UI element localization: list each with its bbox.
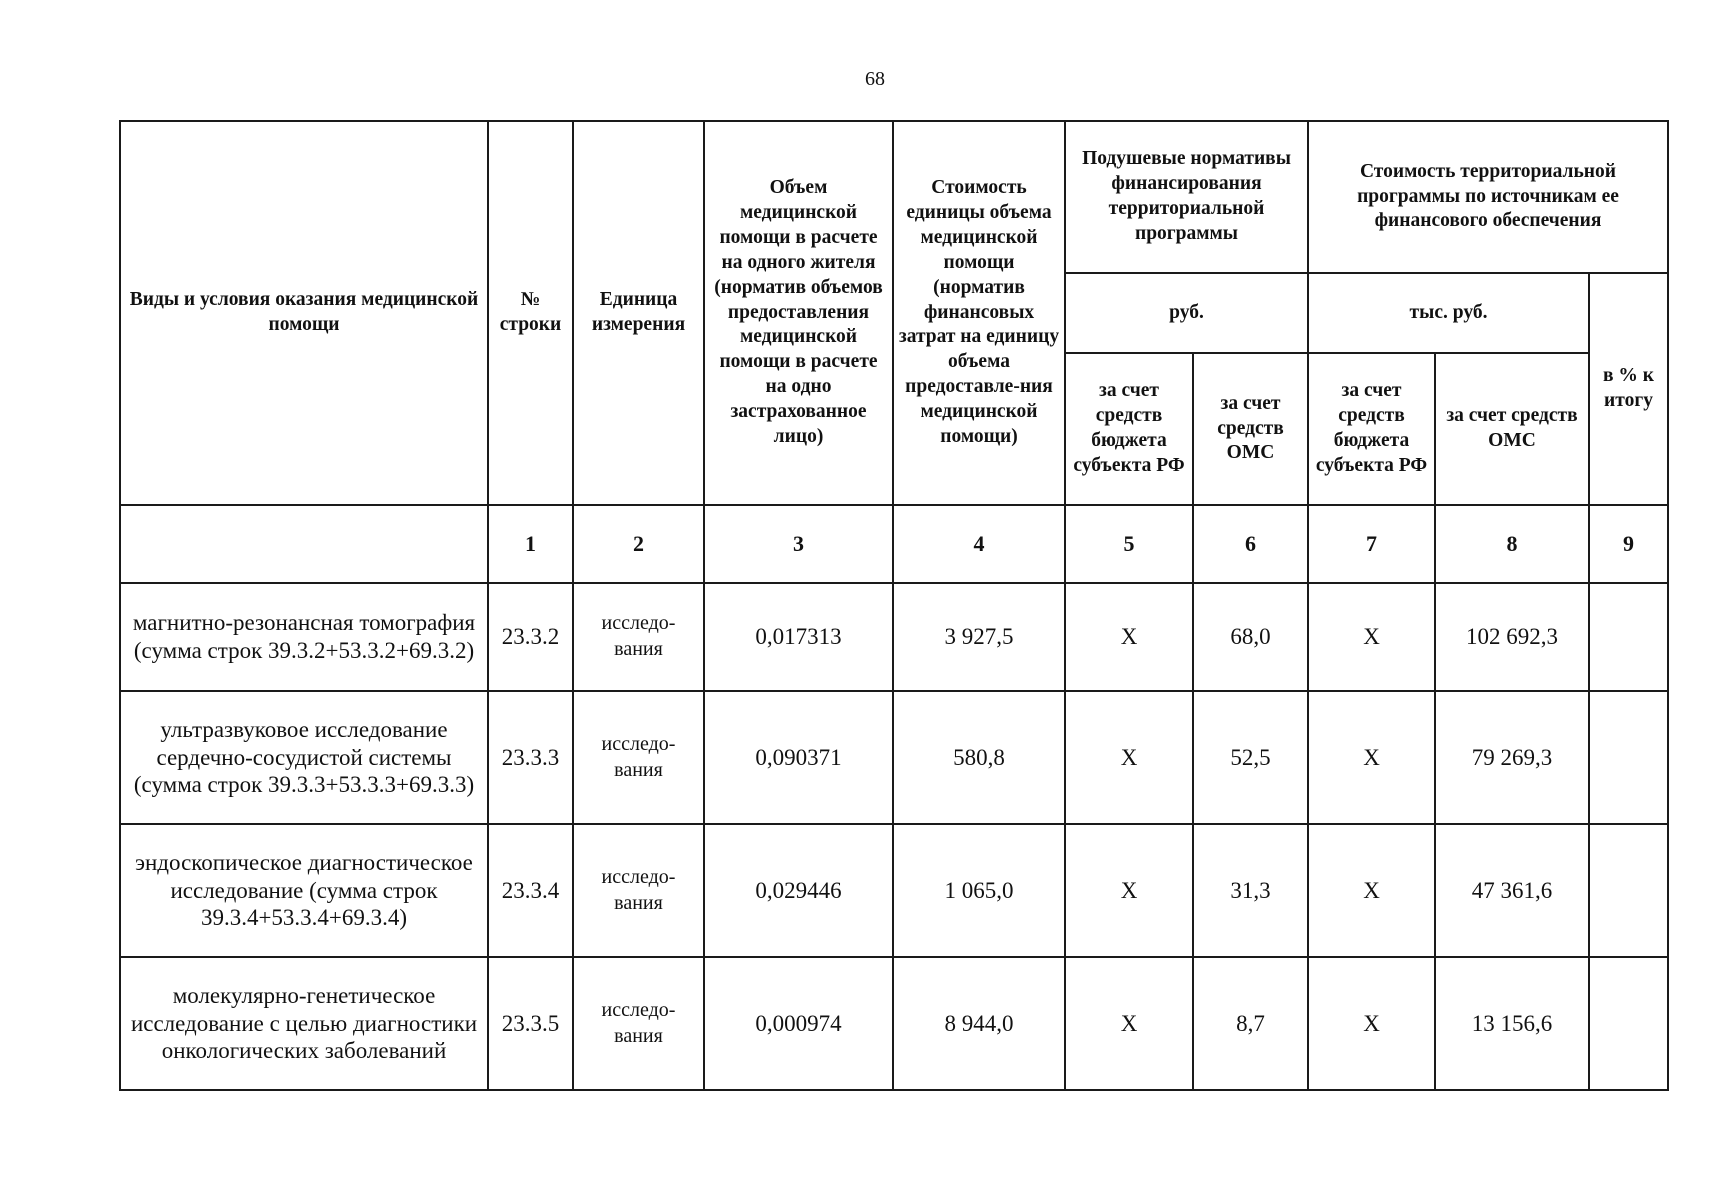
cell-col5: Х xyxy=(1065,957,1193,1090)
cell-col9 xyxy=(1589,691,1668,824)
header-volume: Объем медицинской помощи в расчете на одного жителя (норматив объемов предоставления медицинской помощи в расчете на одно застрахованное лицо) xyxy=(704,121,893,505)
data-table-wrapper xyxy=(119,120,1667,1091)
cell-col6: 68,0 xyxy=(1193,583,1308,691)
table-row xyxy=(120,957,1668,1090)
cell-care-type: эндоскопическое диагностическое исследование (сумма строк 39.3.4+53.3.4+69.3.4) xyxy=(120,824,488,957)
column-number-cell: 4 xyxy=(893,505,1065,583)
cell-col5: Х xyxy=(1065,583,1193,691)
column-number-cell: 2 xyxy=(573,505,704,583)
header-row-number: № строки xyxy=(488,121,573,505)
table-row xyxy=(120,691,1668,824)
cell-volume: 0,017313 xyxy=(704,583,893,691)
header-type: Виды и условия оказания медицинской помощи xyxy=(120,121,488,505)
medical-care-cost-table xyxy=(119,120,1669,1091)
cell-col6: 31,3 xyxy=(1193,824,1308,957)
cell-care-type: молекулярно-генетическое исследование с целью диагностики онкологических заболеваний xyxy=(120,957,488,1090)
cell-row-number: 23.3.3 xyxy=(488,691,573,824)
cell-care-type: магнитно-резонансная томография (сумма строк 39.3.2+53.3.2+69.3.2) xyxy=(120,583,488,691)
column-number-cell: 6 xyxy=(1193,505,1308,583)
cell-col6: 52,5 xyxy=(1193,691,1308,824)
column-number-cell: 8 xyxy=(1435,505,1589,583)
cell-col8: 47 361,6 xyxy=(1435,824,1589,957)
header-budget-rf-col5: за счет средств бюджета субъекта РФ xyxy=(1065,353,1193,505)
table-row xyxy=(120,583,1668,691)
header-group-program-cost: Стоимость территориальной программы по источникам ее финансового обеспечения xyxy=(1308,121,1668,273)
table-header xyxy=(120,121,1668,583)
cell-col9 xyxy=(1589,824,1668,957)
table-body xyxy=(120,583,1668,1090)
cell-col8: 13 156,6 xyxy=(1435,957,1589,1090)
column-number-row xyxy=(120,505,1668,583)
cell-col5: Х xyxy=(1065,691,1193,824)
header-unit-rub: руб. xyxy=(1065,273,1308,353)
header-group-per-capita: Подушевые нормативы финансирования территориальной программы xyxy=(1065,121,1308,273)
cell-unit: исследо-вания xyxy=(573,583,704,691)
cell-col8: 79 269,3 xyxy=(1435,691,1589,824)
header-unit-cost: Стоимость единицы объема медицинской помощи (норматив финансовых затрат на единицу объема предоставле-ния медицинской помощи) xyxy=(893,121,1065,505)
cell-col9 xyxy=(1589,957,1668,1090)
header-budget-rf-col7: за счет средств бюджета субъекта РФ xyxy=(1308,353,1435,505)
cell-care-type: ультразвуковое исследование сердечно-сосудистой системы (сумма строк 39.3.3+53.3.3+69.3.3) xyxy=(120,691,488,824)
cell-col7: Х xyxy=(1308,824,1435,957)
cell-col5: Х xyxy=(1065,824,1193,957)
column-number-cell: 5 xyxy=(1065,505,1193,583)
cell-col8: 102 692,3 xyxy=(1435,583,1589,691)
column-number-cell: 1 xyxy=(488,505,573,583)
cell-row-number: 23.3.5 xyxy=(488,957,573,1090)
header-percent-of-total: в % к итогу xyxy=(1589,273,1668,505)
header-unit: Единица измерения xyxy=(573,121,704,505)
header-unit-thousand-rub: тыс. руб. xyxy=(1308,273,1589,353)
cell-unit: исследо-вания xyxy=(573,957,704,1090)
cell-col7: Х xyxy=(1308,957,1435,1090)
column-number-cell: 9 xyxy=(1589,505,1668,583)
cell-col6: 8,7 xyxy=(1193,957,1308,1090)
cell-col9 xyxy=(1589,583,1668,691)
cell-unit-cost: 1 065,0 xyxy=(893,824,1065,957)
header-oms-col8: за счет средств ОМС xyxy=(1435,353,1589,505)
cell-unit: исследо-вания xyxy=(573,824,704,957)
table-row xyxy=(120,824,1668,957)
cell-unit-cost: 580,8 xyxy=(893,691,1065,824)
column-number-cell xyxy=(120,505,488,583)
cell-volume: 0,090371 xyxy=(704,691,893,824)
cell-volume: 0,000974 xyxy=(704,957,893,1090)
cell-row-number: 23.3.2 xyxy=(488,583,573,691)
cell-col7: Х xyxy=(1308,691,1435,824)
cell-col7: Х xyxy=(1308,583,1435,691)
cell-unit-cost: 3 927,5 xyxy=(893,583,1065,691)
page-number: 68 xyxy=(865,68,885,90)
header-oms-col6: за счет средств ОМС xyxy=(1193,353,1308,505)
column-number-cell: 7 xyxy=(1308,505,1435,583)
column-number-cell: 3 xyxy=(704,505,893,583)
cell-row-number: 23.3.4 xyxy=(488,824,573,957)
cell-unit-cost: 8 944,0 xyxy=(893,957,1065,1090)
cell-unit: исследо-вания xyxy=(573,691,704,824)
cell-volume: 0,029446 xyxy=(704,824,893,957)
